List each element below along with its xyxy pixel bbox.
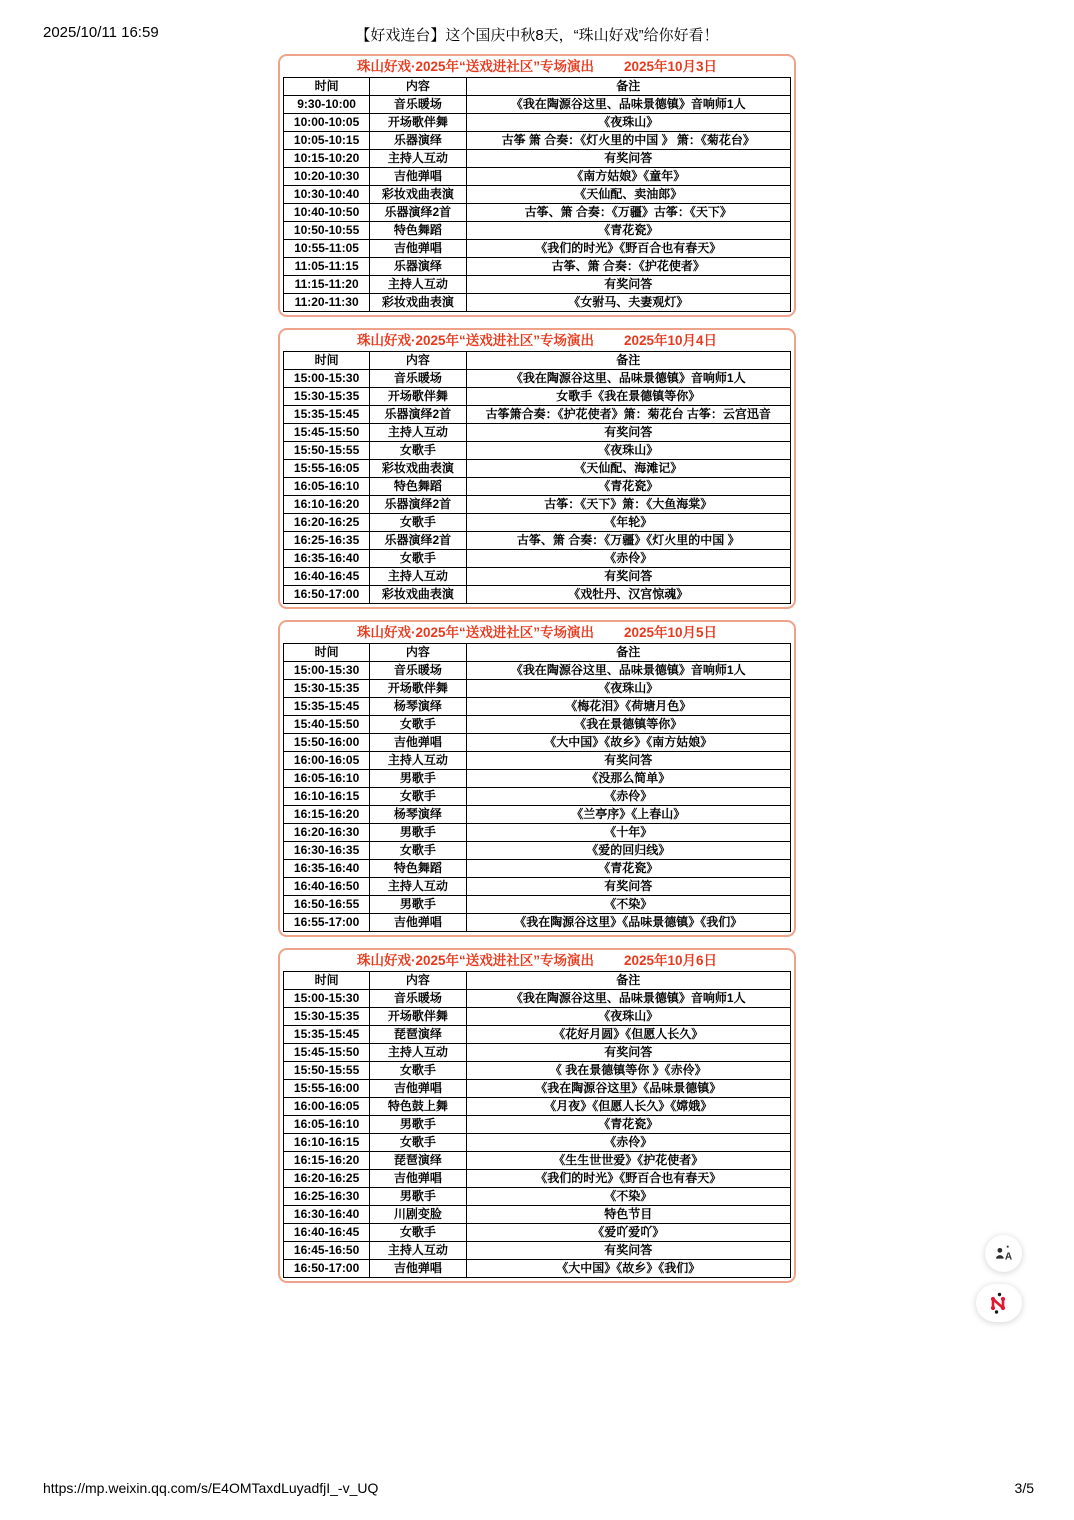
time-cell: 15:55-16:05 bbox=[284, 460, 370, 478]
time-cell: 15:45-15:50 bbox=[284, 1044, 370, 1062]
remark-cell: 《月夜》《但愿人长久》《嫦娥》 bbox=[466, 1098, 790, 1116]
remark-cell: 《爱的回归线》 bbox=[466, 842, 790, 860]
content-cell: 音乐暖场 bbox=[370, 96, 466, 114]
header-row bbox=[284, 352, 791, 370]
table-row bbox=[284, 716, 791, 734]
remark-cell: 《没那么简单》 bbox=[466, 770, 790, 788]
content-cell: 主持人互动 bbox=[370, 150, 466, 168]
content-cell: 音乐暖场 bbox=[370, 990, 466, 1008]
table-row bbox=[284, 1170, 791, 1188]
remark-cell: 有奖问答 bbox=[466, 1044, 790, 1062]
table-row bbox=[284, 1242, 791, 1260]
red-n-extension-button[interactable] bbox=[976, 1284, 1022, 1322]
time-cell: 10:05-10:15 bbox=[284, 132, 370, 150]
remark-cell: 《女驸马、夫妻观灯》 bbox=[466, 294, 790, 312]
content-cell: 吉他弹唱 bbox=[370, 1080, 466, 1098]
content-cell: 吉他弹唱 bbox=[370, 1170, 466, 1188]
table-row bbox=[284, 388, 791, 406]
content-cell: 乐器演绎2首 bbox=[370, 532, 466, 550]
time-cell: 10:40-10:50 bbox=[284, 204, 370, 222]
remark-cell: 古筝 箫 合奏：《灯火里的中国 》 箫：《菊花台》 bbox=[466, 132, 790, 150]
table-row bbox=[284, 990, 791, 1008]
article-title: 【好戏连台】这个国庆中秋8天，“珠山好戏”给你好看！ bbox=[355, 27, 719, 44]
content-cell: 主持人互动 bbox=[370, 568, 466, 586]
content-cell: 女歌手 bbox=[370, 550, 466, 568]
time-cell: 15:50-16:00 bbox=[284, 734, 370, 752]
table-row bbox=[284, 114, 791, 132]
person-A-translate-icon bbox=[993, 1243, 1015, 1265]
table-row bbox=[284, 680, 791, 698]
time-cell: 16:10-16:20 bbox=[284, 496, 370, 514]
print-header bbox=[0, 24, 1074, 44]
time-cell: 15:00-15:30 bbox=[284, 370, 370, 388]
time-cell: 16:10-16:15 bbox=[284, 1134, 370, 1152]
remark-cell: 《不染》 bbox=[466, 1188, 790, 1206]
remark-cell: 《梅花泪》《荷塘月色》 bbox=[466, 698, 790, 716]
schedule-table bbox=[283, 77, 791, 312]
schedule-table bbox=[283, 351, 791, 604]
schedule-card-title bbox=[283, 57, 791, 77]
schedule-card bbox=[278, 54, 796, 317]
schedule-date-text: 2025年10月5日 bbox=[623, 625, 718, 640]
time-cell: 15:30-15:35 bbox=[284, 680, 370, 698]
time-cell: 10:00-10:05 bbox=[284, 114, 370, 132]
header-row bbox=[284, 78, 791, 96]
content-cell: 女歌手 bbox=[370, 716, 466, 734]
table-row bbox=[284, 258, 791, 276]
time-cell: 16:55-17:00 bbox=[284, 914, 370, 932]
remark-cell: 《兰亭序》《上春山》 bbox=[466, 806, 790, 824]
time-cell: 16:05-16:10 bbox=[284, 1116, 370, 1134]
column-header: 备注 bbox=[466, 78, 790, 96]
column-header: 备注 bbox=[466, 644, 790, 662]
remark-cell: 《爱吖爱吖》 bbox=[466, 1224, 790, 1242]
time-cell: 15:35-15:45 bbox=[284, 698, 370, 716]
content-cell: 吉他弹唱 bbox=[370, 168, 466, 186]
header-row bbox=[284, 972, 791, 990]
content-cell: 男歌手 bbox=[370, 896, 466, 914]
table-row bbox=[284, 568, 791, 586]
time-cell: 16:20-16:25 bbox=[284, 514, 370, 532]
table-row bbox=[284, 788, 791, 806]
time-cell: 15:50-15:55 bbox=[284, 1062, 370, 1080]
content-cell: 男歌手 bbox=[370, 1116, 466, 1134]
time-cell: 11:15-11:20 bbox=[284, 276, 370, 294]
time-cell: 11:20-11:30 bbox=[284, 294, 370, 312]
content-cell: 男歌手 bbox=[370, 824, 466, 842]
remark-cell: 古筝、箫 合奏：《万疆》古筝：《天下》 bbox=[466, 204, 790, 222]
content-cell: 吉他弹唱 bbox=[370, 734, 466, 752]
remark-cell: 有奖问答 bbox=[466, 568, 790, 586]
table-row bbox=[284, 96, 791, 114]
remark-cell: 有奖问答 bbox=[466, 424, 790, 442]
time-cell: 16:25-16:30 bbox=[284, 1188, 370, 1206]
time-cell: 16:40-16:50 bbox=[284, 878, 370, 896]
table-row bbox=[284, 824, 791, 842]
content-cell: 开场歌伴舞 bbox=[370, 1008, 466, 1026]
table-row bbox=[284, 734, 791, 752]
remark-cell: 《生生世世爱》《护花使者》 bbox=[466, 1152, 790, 1170]
table-row bbox=[284, 752, 791, 770]
content-cell: 女歌手 bbox=[370, 1134, 466, 1152]
time-cell: 16:35-16:40 bbox=[284, 860, 370, 878]
remark-cell: 《我在陶源谷这里、品味景德镇》音响师1人 bbox=[466, 990, 790, 1008]
table-row bbox=[284, 1080, 791, 1098]
schedule-card bbox=[278, 620, 796, 937]
remark-cell: 《我在陶源谷这里》《品味景德镇》 bbox=[466, 1080, 790, 1098]
table-row bbox=[284, 1044, 791, 1062]
table-row bbox=[284, 860, 791, 878]
time-cell: 10:15-10:20 bbox=[284, 150, 370, 168]
schedule-date-text: 2025年10月3日 bbox=[623, 59, 718, 74]
table-row bbox=[284, 1134, 791, 1152]
schedule-card-title bbox=[283, 331, 791, 351]
time-cell: 10:55-11:05 bbox=[284, 240, 370, 258]
remark-cell: 《我们的时光》《野百合也有春天》 bbox=[466, 1170, 790, 1188]
remark-cell: 《夜珠山》 bbox=[466, 114, 790, 132]
remark-cell: 《我在景德镇等你》 bbox=[466, 716, 790, 734]
remark-cell: 《青花瓷》 bbox=[466, 860, 790, 878]
content-cell: 开场歌伴舞 bbox=[370, 114, 466, 132]
schedule-card bbox=[278, 948, 796, 1283]
remark-cell: 古筝箫合奏：《护花使者》箫：菊花台 古筝：云宫迅音 bbox=[466, 406, 790, 424]
schedule-card-title bbox=[283, 623, 791, 643]
remark-cell: 《天仙配、卖油郎》 bbox=[466, 186, 790, 204]
time-cell: 10:50-10:55 bbox=[284, 222, 370, 240]
remark-cell: 《我在陶源谷这里、品味景德镇》音响师1人 bbox=[466, 370, 790, 388]
remark-cell: 《戏牡丹、汉宫惊魂》 bbox=[466, 586, 790, 604]
schedule-date-text: 2025年10月6日 bbox=[623, 953, 718, 968]
time-cell: 16:25-16:35 bbox=[284, 532, 370, 550]
table-row bbox=[284, 132, 791, 150]
remark-cell: 《青花瓷》 bbox=[466, 222, 790, 240]
table-row bbox=[284, 914, 791, 932]
remark-cell: 《夜珠山》 bbox=[466, 1008, 790, 1026]
print-datetime: 2025/10/11 16:59 bbox=[43, 24, 159, 41]
remark-cell: 《我在陶源谷这里》《品味景德镇》《我们》 bbox=[466, 914, 790, 932]
content-cell: 特色鼓上舞 bbox=[370, 1098, 466, 1116]
table-row bbox=[284, 150, 791, 168]
table-row bbox=[284, 1206, 791, 1224]
content-cell: 女歌手 bbox=[370, 442, 466, 460]
remark-cell: 古筝：《天下》箫：《大鱼海棠》 bbox=[466, 496, 790, 514]
content-cell: 乐器演绎 bbox=[370, 258, 466, 276]
schedule-title-text: 珠山好戏·2025年“送戏进社区”专场演出 bbox=[356, 625, 594, 640]
schedule-tables bbox=[0, 54, 1074, 1283]
print-footer bbox=[0, 1480, 1074, 1498]
content-cell: 音乐暖场 bbox=[370, 370, 466, 388]
content-cell: 女歌手 bbox=[370, 788, 466, 806]
remark-cell: 有奖问答 bbox=[466, 1242, 790, 1260]
table-row bbox=[284, 460, 791, 478]
table-row bbox=[284, 1116, 791, 1134]
table-row bbox=[284, 532, 791, 550]
table-row bbox=[284, 1098, 791, 1116]
table-row bbox=[284, 842, 791, 860]
time-cell: 10:30-10:40 bbox=[284, 186, 370, 204]
time-cell: 16:00-16:05 bbox=[284, 752, 370, 770]
content-cell: 女歌手 bbox=[370, 1062, 466, 1080]
remark-cell: 有奖问答 bbox=[466, 752, 790, 770]
content-cell: 乐器演绎2首 bbox=[370, 204, 466, 222]
schedule-title-text: 珠山好戏·2025年“送戏进社区”专场演出 bbox=[356, 59, 594, 74]
column-header: 时间 bbox=[284, 352, 370, 370]
content-cell: 主持人互动 bbox=[370, 1044, 466, 1062]
table-row bbox=[284, 1062, 791, 1080]
table-row bbox=[284, 1188, 791, 1206]
content-cell: 彩妆戏曲表演 bbox=[370, 186, 466, 204]
table-row bbox=[284, 168, 791, 186]
remark-cell: 《赤伶》 bbox=[466, 788, 790, 806]
column-header: 备注 bbox=[466, 352, 790, 370]
column-header: 内容 bbox=[370, 352, 466, 370]
table-row bbox=[284, 370, 791, 388]
time-cell: 15:30-15:35 bbox=[284, 388, 370, 406]
content-cell: 主持人互动 bbox=[370, 276, 466, 294]
content-cell: 主持人互动 bbox=[370, 424, 466, 442]
time-cell: 15:55-16:00 bbox=[284, 1080, 370, 1098]
time-cell: 16:30-16:35 bbox=[284, 842, 370, 860]
time-cell: 16:15-16:20 bbox=[284, 806, 370, 824]
time-cell: 16:15-16:20 bbox=[284, 1152, 370, 1170]
content-cell: 彩妆戏曲表演 bbox=[370, 460, 466, 478]
content-cell: 乐器演绎2首 bbox=[370, 406, 466, 424]
content-cell: 特色舞蹈 bbox=[370, 478, 466, 496]
remark-cell: 有奖问答 bbox=[466, 878, 790, 896]
red-n-dots-logo-icon bbox=[987, 1291, 1011, 1315]
column-header: 内容 bbox=[370, 644, 466, 662]
content-cell: 杨琴演绎 bbox=[370, 698, 466, 716]
table-row bbox=[284, 878, 791, 896]
time-cell: 16:35-16:40 bbox=[284, 550, 370, 568]
time-cell: 15:50-15:55 bbox=[284, 442, 370, 460]
content-cell: 音乐暖场 bbox=[370, 662, 466, 680]
table-row bbox=[284, 514, 791, 532]
content-cell: 女歌手 bbox=[370, 842, 466, 860]
content-cell: 琵琶演绎 bbox=[370, 1152, 466, 1170]
remark-cell: 《青花瓷》 bbox=[466, 478, 790, 496]
time-cell: 15:45-15:50 bbox=[284, 424, 370, 442]
content-cell: 男歌手 bbox=[370, 1188, 466, 1206]
table-row bbox=[284, 586, 791, 604]
time-cell: 16:40-16:45 bbox=[284, 1224, 370, 1242]
table-row bbox=[284, 240, 791, 258]
remark-cell: 特色节目 bbox=[466, 1206, 790, 1224]
content-cell: 琵琶演绎 bbox=[370, 1026, 466, 1044]
time-cell: 16:50-17:00 bbox=[284, 586, 370, 604]
content-cell: 彩妆戏曲表演 bbox=[370, 294, 466, 312]
table-row bbox=[284, 1224, 791, 1242]
schedule-card-title bbox=[283, 951, 791, 971]
table-row bbox=[284, 550, 791, 568]
remark-cell: 《赤伶》 bbox=[466, 1134, 790, 1152]
schedule-date-text: 2025年10月4日 bbox=[623, 333, 718, 348]
table-row bbox=[284, 806, 791, 824]
content-cell: 杨琴演绎 bbox=[370, 806, 466, 824]
column-header: 备注 bbox=[466, 972, 790, 990]
content-cell: 乐器演绎 bbox=[370, 132, 466, 150]
column-header: 时间 bbox=[284, 644, 370, 662]
time-cell: 16:50-16:55 bbox=[284, 896, 370, 914]
time-cell: 15:35-15:45 bbox=[284, 406, 370, 424]
remark-cell: 古筝、箫 合奏：《护花使者》 bbox=[466, 258, 790, 276]
time-cell: 15:40-15:50 bbox=[284, 716, 370, 734]
remark-cell: 《 我在景德镇等你 》《赤伶》 bbox=[466, 1062, 790, 1080]
time-cell: 16:20-16:30 bbox=[284, 824, 370, 842]
table-row bbox=[284, 424, 791, 442]
content-cell: 特色舞蹈 bbox=[370, 222, 466, 240]
column-header: 内容 bbox=[370, 972, 466, 990]
table-row bbox=[284, 1026, 791, 1044]
time-cell: 16:00-16:05 bbox=[284, 1098, 370, 1116]
remark-cell: 《大中国》《故乡》《南方姑娘》 bbox=[466, 734, 790, 752]
remark-cell: 《赤伶》 bbox=[466, 550, 790, 568]
table-row bbox=[284, 222, 791, 240]
content-cell: 女歌手 bbox=[370, 514, 466, 532]
table-row bbox=[284, 478, 791, 496]
remark-cell: 《我在陶源谷这里、品味景德镇》音响师1人 bbox=[466, 662, 790, 680]
table-row bbox=[284, 1260, 791, 1278]
time-cell: 16:10-16:15 bbox=[284, 788, 370, 806]
time-cell: 10:20-10:30 bbox=[284, 168, 370, 186]
schedule-title-text: 珠山好戏·2025年“送戏进社区”专场演出 bbox=[356, 953, 594, 968]
remark-cell: 《花好月圆》《但愿人长久》 bbox=[466, 1026, 790, 1044]
time-cell: 9:30-10:00 bbox=[284, 96, 370, 114]
remark-cell: 《我们的时光》《野百合也有春天》 bbox=[466, 240, 790, 258]
time-cell: 15:00-15:30 bbox=[284, 662, 370, 680]
table-row bbox=[284, 770, 791, 788]
time-cell: 15:00-15:30 bbox=[284, 990, 370, 1008]
remark-cell: 《我在陶源谷这里、品味景德镇》音响师1人 bbox=[466, 96, 790, 114]
table-row bbox=[284, 1008, 791, 1026]
column-header: 时间 bbox=[284, 972, 370, 990]
time-cell: 16:40-16:45 bbox=[284, 568, 370, 586]
table-row bbox=[284, 186, 791, 204]
content-cell: 主持人互动 bbox=[370, 878, 466, 896]
time-cell: 16:50-17:00 bbox=[284, 1260, 370, 1278]
page-number: 3/5 bbox=[1014, 1480, 1034, 1496]
remark-cell: 《青花瓷》 bbox=[466, 1116, 790, 1134]
time-cell: 16:45-16:50 bbox=[284, 1242, 370, 1260]
remark-cell: 古筝、箫 合奏：《万疆》《灯火里的中国 》 bbox=[466, 532, 790, 550]
table-row bbox=[284, 698, 791, 716]
remark-cell: 《天仙配、海滩记》 bbox=[466, 460, 790, 478]
table-row bbox=[284, 662, 791, 680]
content-cell: 主持人互动 bbox=[370, 752, 466, 770]
remark-cell: 有奖问答 bbox=[466, 150, 790, 168]
table-row bbox=[284, 496, 791, 514]
table-row bbox=[284, 204, 791, 222]
content-cell: 开场歌伴舞 bbox=[370, 680, 466, 698]
remark-cell: 《夜珠山》 bbox=[466, 442, 790, 460]
content-cell: 男歌手 bbox=[370, 770, 466, 788]
svg-text:A: A bbox=[1004, 1251, 1012, 1262]
content-cell: 女歌手 bbox=[370, 1224, 466, 1242]
remark-cell: 《十年》 bbox=[466, 824, 790, 842]
time-cell: 16:30-16:40 bbox=[284, 1206, 370, 1224]
content-cell: 吉他弹唱 bbox=[370, 1260, 466, 1278]
content-cell: 乐器演绎2首 bbox=[370, 496, 466, 514]
schedule-title-text: 珠山好戏·2025年“送戏进社区”专场演出 bbox=[356, 333, 594, 348]
time-cell: 16:05-16:10 bbox=[284, 770, 370, 788]
translate-button[interactable] bbox=[985, 1235, 1022, 1272]
time-cell: 16:05-16:10 bbox=[284, 478, 370, 496]
content-cell: 特色舞蹈 bbox=[370, 860, 466, 878]
table-row bbox=[284, 276, 791, 294]
schedule-card bbox=[278, 328, 796, 609]
content-cell: 吉他弹唱 bbox=[370, 914, 466, 932]
schedule-table bbox=[283, 643, 791, 932]
table-row bbox=[284, 896, 791, 914]
remark-cell: 《大中国》《故乡》《我们》 bbox=[466, 1260, 790, 1278]
source-url: https://mp.weixin.qq.com/s/E4OMTaxdLuyadfjI_-v_UQ bbox=[43, 1480, 379, 1496]
remark-cell: 女歌手《我在景德镇等你》 bbox=[466, 388, 790, 406]
remark-cell: 《年轮》 bbox=[466, 514, 790, 532]
content-cell: 开场歌伴舞 bbox=[370, 388, 466, 406]
remark-cell: 《不染》 bbox=[466, 896, 790, 914]
schedule-table bbox=[283, 971, 791, 1278]
content-cell: 川剧变脸 bbox=[370, 1206, 466, 1224]
column-header: 时间 bbox=[284, 78, 370, 96]
header-row bbox=[284, 644, 791, 662]
table-row bbox=[284, 1152, 791, 1170]
content-cell: 主持人互动 bbox=[370, 1242, 466, 1260]
time-cell: 15:30-15:35 bbox=[284, 1008, 370, 1026]
table-row bbox=[284, 442, 791, 460]
time-cell: 16:20-16:25 bbox=[284, 1170, 370, 1188]
time-cell: 15:35-15:45 bbox=[284, 1026, 370, 1044]
table-row bbox=[284, 294, 791, 312]
remark-cell: 《南方姑娘》《童年》 bbox=[466, 168, 790, 186]
table-row bbox=[284, 406, 791, 424]
content-cell: 彩妆戏曲表演 bbox=[370, 586, 466, 604]
time-cell: 11:05-11:15 bbox=[284, 258, 370, 276]
column-header: 内容 bbox=[370, 78, 466, 96]
content-cell: 吉他弹唱 bbox=[370, 240, 466, 258]
remark-cell: 有奖问答 bbox=[466, 276, 790, 294]
remark-cell: 《夜珠山》 bbox=[466, 680, 790, 698]
